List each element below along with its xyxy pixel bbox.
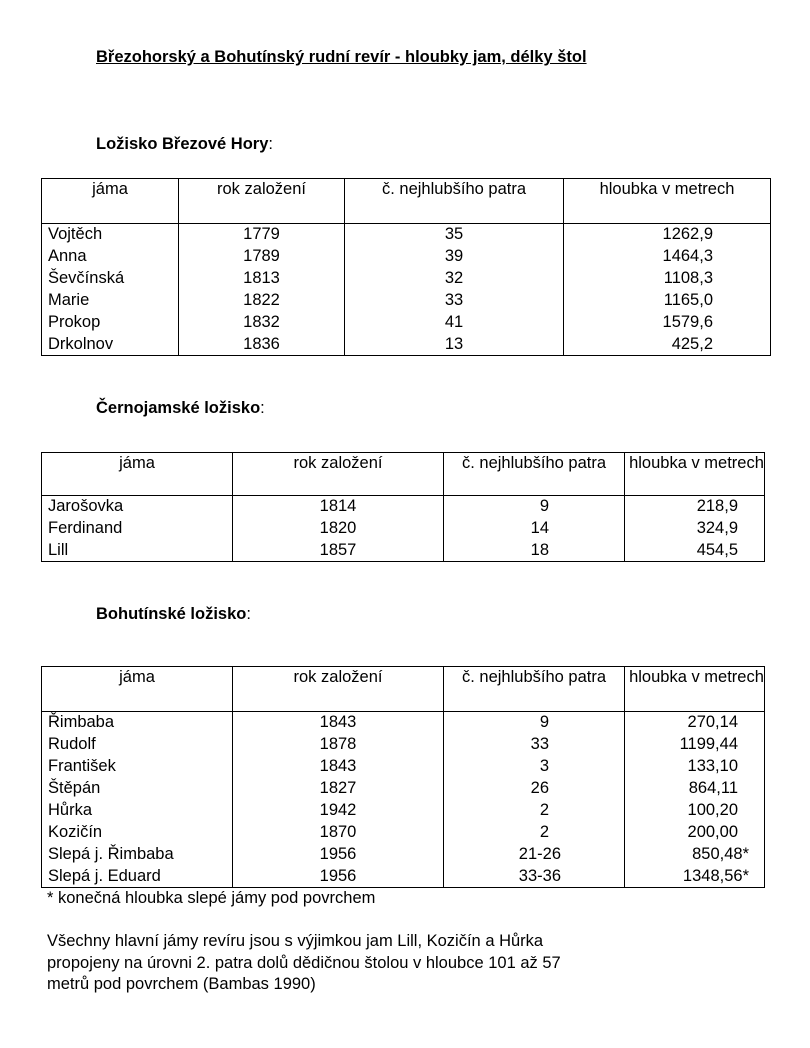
cell-patro: 3 — [444, 756, 625, 778]
section-heading-text: Bohutínské ložisko — [96, 605, 247, 623]
cell-patro: 33 — [345, 290, 564, 312]
cell-rok: 1789 — [179, 246, 345, 268]
cell-hloubka: 850,48* — [625, 844, 765, 866]
section-heading-brezove-hory: Ložisko Březové Hory: — [96, 135, 273, 153]
document-title: Březohorský a Bohutínský rudní revír - hloubky jam, délky štol — [96, 48, 587, 66]
cell-rok: 1942 — [233, 800, 444, 822]
cell-jama: Vojtěch — [42, 224, 179, 246]
cell-patro: 33 — [444, 734, 625, 756]
cell-patro: 33-36 — [444, 866, 625, 888]
header-jama: jáma — [42, 453, 233, 496]
cell-jama: Řimbaba — [42, 712, 233, 734]
cell-hloubka: 1165,0 — [564, 290, 771, 312]
table-row — [42, 540, 765, 562]
summary-line: Všechny hlavní jámy revíru jsou s výjimkou jam Lill, Kozičín a Hůrka — [47, 932, 544, 950]
table-header-row — [42, 667, 765, 712]
cell-jama: Prokop — [42, 312, 179, 334]
cell-rok: 1827 — [233, 778, 444, 800]
table-header-row — [42, 453, 765, 496]
cell-hloubka: 100,20 — [625, 800, 765, 822]
table-row — [42, 822, 765, 844]
header-hloubka: hloubka v metrech — [625, 667, 765, 712]
cell-jama: Kozičín — [42, 822, 233, 844]
cell-patro: 9 — [444, 496, 625, 518]
table-row — [42, 712, 765, 734]
table-row — [42, 866, 765, 888]
cell-rok: 1857 — [233, 540, 444, 562]
cell-patro: 39 — [345, 246, 564, 268]
cell-rok: 1832 — [179, 312, 345, 334]
table-row — [42, 312, 771, 334]
section-heading-text: Ložisko Březové Hory — [96, 135, 269, 153]
table-row — [42, 518, 765, 540]
cell-jama: Marie — [42, 290, 179, 312]
section-heading-text: Černojamské ložisko — [96, 399, 261, 417]
cell-jama: Ferdinand — [42, 518, 233, 540]
table-row — [42, 334, 771, 356]
cell-rok: 1779 — [179, 224, 345, 246]
header-jama: jáma — [42, 667, 233, 712]
cell-patro: 13 — [345, 334, 564, 356]
summary-line: propojeny na úrovni 2. patra dolů dědičnou štolou v hloubce 101 až 57 — [47, 953, 561, 972]
cell-patro: 2 — [444, 822, 625, 844]
cell-hloubka: 1199,44 — [625, 734, 765, 756]
cell-patro: 32 — [345, 268, 564, 290]
cell-jama: Drkolnov — [42, 334, 179, 356]
table-brezove-hory — [41, 178, 771, 356]
cell-patro: 26 — [444, 778, 625, 800]
header-rok-zalozeni: rok založení — [233, 453, 444, 496]
cell-hloubka: 1262,9 — [564, 224, 771, 246]
header-jama: jáma — [42, 179, 179, 224]
cell-jama: Jarošovka — [42, 496, 233, 518]
cell-jama: Štěpán — [42, 778, 233, 800]
cell-hloubka: 425,2 — [564, 334, 771, 356]
cell-jama: Slepá j. Eduard — [42, 866, 233, 888]
cell-hloubka: 1348,56* — [625, 866, 765, 888]
cell-rok: 1870 — [233, 822, 444, 844]
table-row — [42, 800, 765, 822]
cell-jama: Rudolf — [42, 734, 233, 756]
cell-hloubka: 133,10 — [625, 756, 765, 778]
cell-rok: 1878 — [233, 734, 444, 756]
cell-jama: Anna — [42, 246, 179, 268]
cell-hloubka: 200,00 — [625, 822, 765, 844]
cell-jama: Ševčínská — [42, 268, 179, 290]
cell-jama: Slepá j. Řimbaba — [42, 844, 233, 866]
cell-rok: 1813 — [179, 268, 345, 290]
table-row — [42, 778, 765, 800]
table-row — [42, 224, 771, 246]
summary-paragraph — [47, 931, 561, 996]
header-cislo-patra: č. nejhlubšího patra — [444, 667, 625, 712]
cell-rok: 1956 — [233, 866, 444, 888]
table-row — [42, 290, 771, 312]
table-row — [42, 268, 771, 290]
cell-jama: Lill — [42, 540, 233, 562]
header-cislo-patra: č. nejhlubšího patra — [444, 453, 625, 496]
cell-rok: 1843 — [233, 712, 444, 734]
header-hloubka: hloubka v metrech — [625, 453, 765, 496]
cell-rok: 1814 — [233, 496, 444, 518]
header-rok-zalozeni: rok založení — [179, 179, 345, 224]
table-row — [42, 734, 765, 756]
footnote: * konečná hloubka slepé jámy pod povrchem — [47, 889, 376, 907]
cell-patro: 41 — [345, 312, 564, 334]
table-row — [42, 844, 765, 866]
cell-hloubka: 324,9 — [625, 518, 765, 540]
section-heading-bohutinske: Bohutínské ložisko: — [96, 605, 251, 623]
cell-patro: 9 — [444, 712, 625, 734]
cell-rok: 1820 — [233, 518, 444, 540]
header-cislo-patra: č. nejhlubšího patra — [345, 179, 564, 224]
cell-rok: 1836 — [179, 334, 345, 356]
header-hloubka: hloubka v metrech — [564, 179, 771, 224]
cell-hloubka: 1464,3 — [564, 246, 771, 268]
cell-rok: 1843 — [233, 756, 444, 778]
cell-rok: 1956 — [233, 844, 444, 866]
header-rok-zalozeni: rok založení — [233, 667, 444, 712]
table-row — [42, 496, 765, 518]
summary-line: metrů pod povrchem (Bambas 1990) — [47, 975, 316, 993]
table-header-row — [42, 179, 771, 224]
table-cernojamske — [41, 452, 765, 562]
cell-hloubka: 864,11 — [625, 778, 765, 800]
cell-patro: 2 — [444, 800, 625, 822]
table-row — [42, 246, 771, 268]
cell-hloubka: 1108,3 — [564, 268, 771, 290]
cell-patro: 35 — [345, 224, 564, 246]
table-row — [42, 756, 765, 778]
cell-patro: 21-26 — [444, 844, 625, 866]
cell-hloubka: 454,5 — [625, 540, 765, 562]
section-heading-cernojamske: Černojamské ložisko: — [96, 399, 265, 417]
cell-hloubka: 270,14 — [625, 712, 765, 734]
cell-patro: 14 — [444, 518, 625, 540]
cell-rok: 1822 — [179, 290, 345, 312]
cell-hloubka: 218,9 — [625, 496, 765, 518]
table-bohutinske — [41, 666, 765, 888]
cell-jama: František — [42, 756, 233, 778]
cell-jama: Hůrka — [42, 800, 233, 822]
cell-hloubka: 1579,6 — [564, 312, 771, 334]
cell-patro: 18 — [444, 540, 625, 562]
